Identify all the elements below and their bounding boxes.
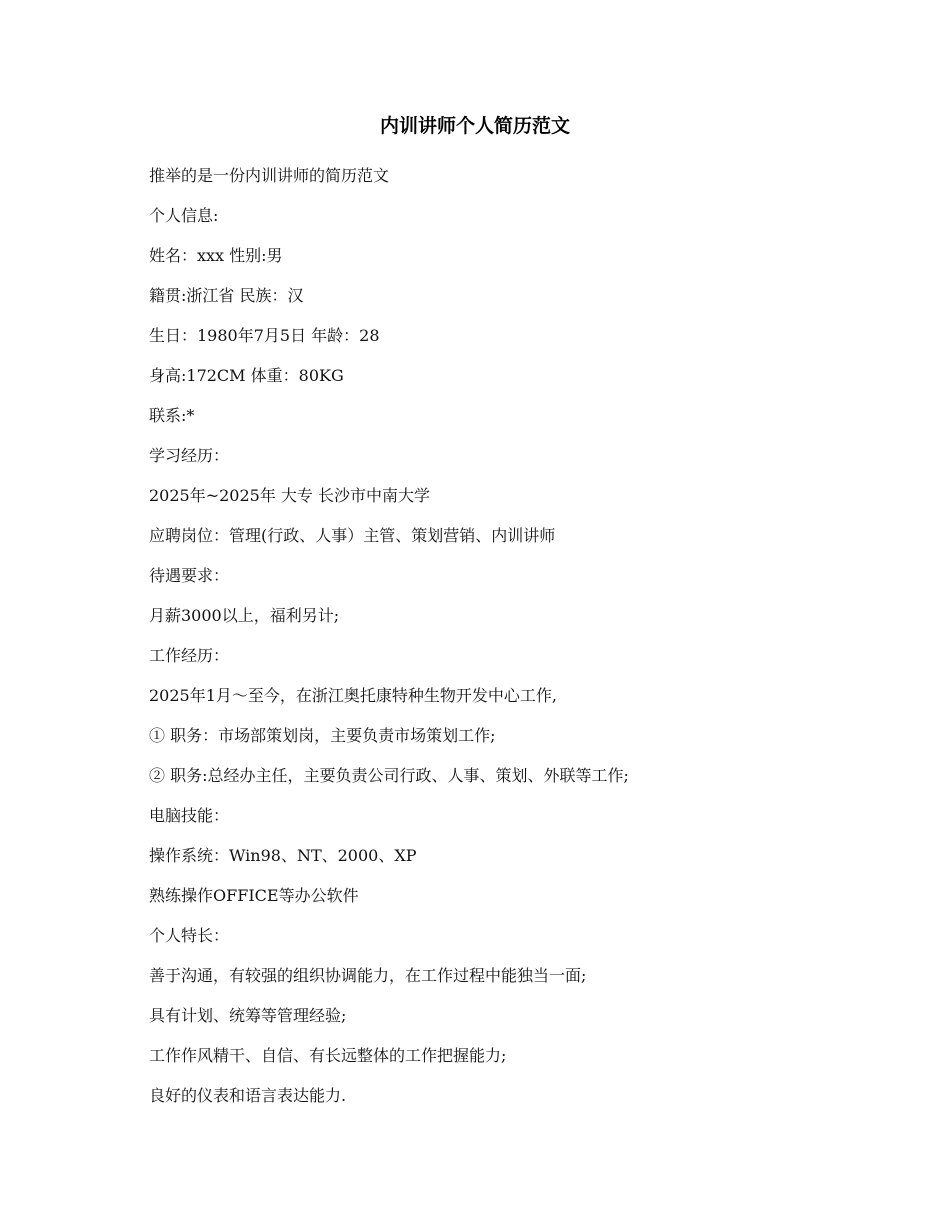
text-line: 身高:172CM 体重：80KG [149,366,344,385]
text-line: 姓名：xxx 性别:男 [149,246,283,265]
resume-body [149,156,869,1116]
section-heading-strengths: 个人特长： [149,926,230,945]
section-heading-salary: 待遇要求： [149,566,230,585]
text-line: 工作作风精干、自信、有长远整体的工作把握能力; [149,1046,507,1065]
document-title: 内训讲师个人简历范文 [379,115,570,137]
text-line: 应聘岗位：管理(行政、人事）主管、策划营销、内训讲师 [149,526,556,545]
text-line: 具有计划、统筹等管理经验; [149,1006,347,1025]
text-line: 月薪3000以上，福利另计; [149,606,340,625]
section-heading-education: 学习经历： [149,446,230,465]
text-line: ① 职务：市场部策划岗，主要负责市场策划工作; [149,726,496,745]
text-line: 良好的仪表和语言表达能力. [149,1086,347,1105]
text-line: 联系:* [149,406,195,425]
text-line: 操作系统：Win98、NT、2000、XP [149,846,417,865]
text-line: 推举的是一份内训讲师的简历范文 [149,166,390,185]
section-heading-personal-info: 个人信息: [149,206,219,225]
text-line: 2025年~2025年 大专 长沙市中南大学 [149,486,431,505]
text-line: 生日：1980年7月5日 年龄：28 [149,326,380,345]
section-heading-computer-skills: 电脑技能： [149,806,230,825]
text-line: 2025年1月～至今，在浙江奥托康特种生物开发中心工作, [149,686,557,705]
text-line: 籍贯:浙江省 民族：汉 [149,286,304,305]
section-heading-work-experience: 工作经历： [149,646,230,665]
text-line: 善于沟通，有较强的组织协调能力，在工作过程中能独当一面; [149,966,587,985]
text-line: ② 职务:总经办主任，主要负责公司行政、人事、策划、外联等工作; [149,766,629,785]
text-line: 熟练操作OFFICE等办公软件 [149,886,359,905]
